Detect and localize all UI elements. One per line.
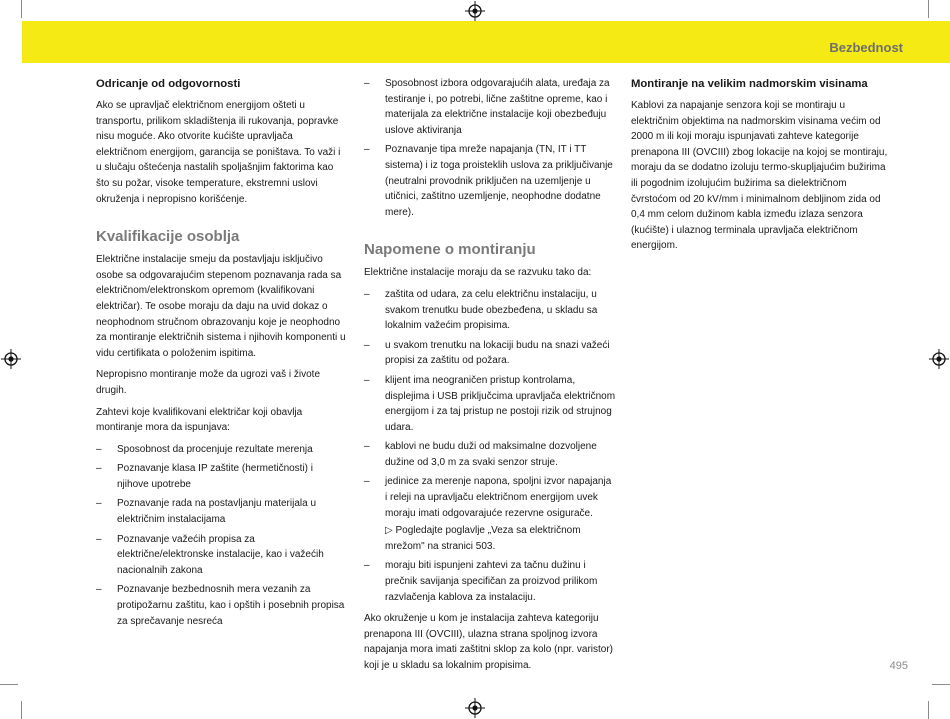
list-item-text: u svakom trenutku na lokaciji budu na snazi važeći propisi za zaštitu od požara. bbox=[385, 339, 610, 367]
list-item bbox=[96, 532, 346, 579]
registration-mark-icon bbox=[929, 349, 949, 369]
crop-mark bbox=[932, 684, 950, 685]
list-dash: – bbox=[96, 443, 102, 455]
spacer bbox=[96, 213, 346, 227]
disclaimer-text: Ako se upravljač električnom energijom ošteti u transportu, prilikom skladištenja ili rukovanja, popravke nisu moguće. Ako otvorite kućište upravljača električnom energijom, garancija se poništava. To važi i u slučaju oštećenja nastalih spoljašnjim faktorima kao što su požar, visoke temperature, ekstremni uslovi okruženja i nepropisno korišćenje. bbox=[96, 100, 341, 205]
column-left bbox=[96, 76, 346, 635]
list-item bbox=[364, 439, 616, 470]
mounting-footer: Ako okruženje u kom je instalacija zahteva kategoriju prenapona III (OVCIII), ulazna strana spoljnog izvora napajanja mora imati zaštitni sklop za kolo (npr. varistor) koji je u skladu sa lokalnim propisima. bbox=[364, 613, 613, 671]
list-dash: – bbox=[364, 560, 370, 572]
list-item-text: Poznavanje tipa mreže napajanja (TN, IT i TT sistema) i iz toga proisteklih uslova za priključivanje (neutralni provodnik priključen na uzemljenje u utičnici, zaštitno uzemljenje, neophodne dodatne mere). bbox=[385, 144, 613, 218]
list-dash: – bbox=[364, 374, 370, 386]
list-dash: – bbox=[364, 476, 370, 488]
qualifications-paragraph: Električne instalacije smeju da postavljaju isključivo osobe sa odgovarajućim stepenom poznavanja rada sa električnom/elektronskom opremom (kvalifikovani električar). Te osobe moraju da daju na uvid dokaz o neophodnom stručnom obrazovanju koje je neophodno za montiranje električnih sistema i njihovih komponenti u vidu certifikata o položenim ispitima. bbox=[96, 254, 346, 359]
list-dash: – bbox=[364, 78, 370, 89]
list-dash: – bbox=[96, 533, 102, 545]
list-item bbox=[364, 373, 616, 435]
list-dash: – bbox=[364, 441, 370, 453]
cross-reference-link[interactable]: ▷ Pogledajte poglavlje „Veza sa električnom mrežom" na stranici 503. bbox=[385, 525, 581, 552]
list-dash: – bbox=[96, 463, 102, 475]
list-item-text: Poznavanje klasa IP zaštite (hermetičnosti) i njihove upotrebe bbox=[117, 463, 314, 490]
section-title: Bezbednost bbox=[829, 40, 903, 55]
list-item-text: Poznavanje rada na postavljanju materijala u električnim instalacijama bbox=[117, 498, 317, 526]
column-middle bbox=[364, 76, 616, 680]
list-item-text: Poznavanje važećih propisa za električne/elektronske instalacije, kao i važećih nacionalnih zakona bbox=[117, 533, 324, 576]
mounting-list bbox=[364, 287, 616, 605]
list-item-text: klijent ima neograničen pristup kontrolama, displejima i USB priključcima upravljača električnom energijom i za taj pristup ne postoji rizik od strujnog udara. bbox=[385, 374, 616, 433]
list-dash: – bbox=[364, 288, 370, 300]
list-item bbox=[364, 142, 616, 220]
registration-mark-icon bbox=[1, 349, 21, 369]
altitude-heading: Montiranje na velikim nadmorskim visinama bbox=[631, 78, 868, 90]
list-item-text: Sposobnost da procenjuje rezultate merenja bbox=[117, 443, 313, 455]
mounting-heading: Napomene o montiranju bbox=[364, 241, 536, 259]
list-item bbox=[96, 442, 346, 458]
crop-mark bbox=[21, 701, 22, 719]
qualifications-heading: Kvalifikacije osoblja bbox=[96, 228, 240, 246]
altitude-text: Kablovi za napajanje senzora koji se montiraju u električnim objektima na nadmorskim visinama većim od 2000 m ili koji moraju ispunjavati zahteve kategorije prenapona III (OVCIII) zbog lokacije na kojoj se montiraju, moraju da se dodatno izoluju termo-skupljajućim bužirima ili pogodnim izolujućim bužirima sa dielektričnom čvrstoćom od 20 kV/mm i minimalnom debljinom zida od 0,4 mm celom dužinom kabla između izlaza senzora (kućište) i ulaznog terminala upravljača električnom energijom. bbox=[631, 100, 888, 252]
crop-mark bbox=[928, 0, 929, 18]
list-item bbox=[96, 461, 346, 492]
page-number: 495 bbox=[889, 660, 908, 672]
list-item bbox=[364, 287, 616, 334]
column-right bbox=[631, 76, 889, 260]
list-item-text: kablovi ne budu duži od maksimalne dozvoljene dužine od 3,0 m za svaki senzor struje. bbox=[385, 441, 597, 468]
list-item-text: moraju biti ispunjeni zahtevi za tačnu dužinu i prečnik savijanja specifičan za proizvod prilikom razvlačenja kablova za instalaciju. bbox=[385, 560, 598, 603]
crop-mark bbox=[928, 701, 929, 719]
qualifications-paragraph: Zahtevi koje kvalifikovani električar koji obavlja montiranje mora da ispunjava: bbox=[96, 406, 303, 434]
list-item-text: Sposobnost izbora odgovarajućih alata, uređaja za testiranje i, po potrebi, lične zaštitne opreme, kao i materijala za električne instalacije koji obezbeđuju uslove aktiviranja bbox=[385, 78, 610, 136]
list-item-text: jedinice za merenje napona, spoljni izvor napajanja i releji na upravljaču električnom energijom uvek moraju imati odgovarajuće rezervne osigurače. bbox=[385, 476, 612, 519]
qualifications-paragraph: Nepropisno montiranje može da ugrozi vaš i živote drugih. bbox=[96, 369, 320, 396]
list-dash: – bbox=[364, 339, 370, 351]
qualifications-list-continued bbox=[364, 76, 616, 220]
list-item bbox=[364, 338, 616, 369]
list-item-text: zaštita od udara, za celu električnu instalaciju, u svakom trenutku bude obezbeđena, u skladu sa lokalnim važećim propisima. bbox=[385, 288, 598, 332]
registration-mark-icon bbox=[465, 1, 485, 21]
list-item bbox=[96, 582, 346, 629]
list-item bbox=[364, 474, 616, 554]
list-dash: – bbox=[96, 498, 102, 510]
list-item bbox=[364, 558, 616, 605]
registration-mark-icon bbox=[465, 698, 485, 718]
list-item bbox=[96, 496, 346, 527]
list-dash: – bbox=[364, 144, 370, 156]
crop-mark bbox=[21, 0, 22, 18]
crop-mark bbox=[0, 684, 18, 685]
header-bar bbox=[22, 21, 950, 63]
spacer bbox=[364, 226, 616, 240]
list-item bbox=[364, 76, 616, 138]
mounting-intro: Električne instalacije moraju da se razvuku tako da: bbox=[364, 267, 592, 279]
list-item-text: Poznavanje bezbednosnih mera vezanih za protipožarnu zaštitu, kao i opštih i posebnih propisa za sprečavanje nesreća bbox=[117, 584, 345, 627]
qualifications-list bbox=[96, 442, 346, 630]
list-dash: – bbox=[96, 584, 102, 596]
disclaimer-heading: Odricanje od odgovornosti bbox=[96, 78, 241, 90]
